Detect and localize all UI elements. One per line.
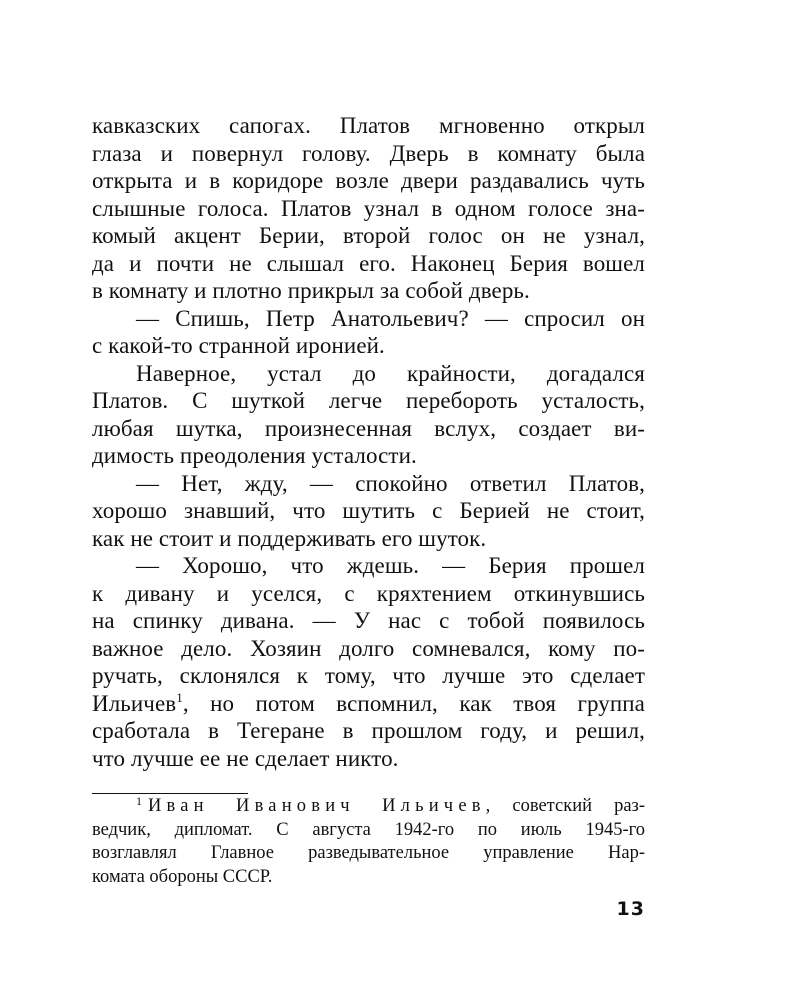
text-line: Наверное, устал до крайности, догадался <box>136 360 645 386</box>
text-line: на спинку дивана. — У нас с тобой появилось <box>92 608 645 633</box>
text-line: хорошо знавший, что шутить с Берией не стоит, <box>92 498 645 523</box>
text-line: — Хорошо, что ждешь. — Берия прошел <box>136 553 645 578</box>
page-number: 13 <box>616 898 645 920</box>
text-line: кавказских сапогах. Платов мгновенно открыл <box>92 113 645 138</box>
footnote-line: возглавлял Главное разведывательное управление Нар- <box>92 843 645 863</box>
text-line: любая шутка, произнесенная вслух, создает ви- <box>92 415 645 441</box>
text-fragment: Ильичев <box>92 690 177 716</box>
footnote-name: Иван Иванович Ильичев <box>148 796 486 816</box>
text-line: димость преодоления усталости. <box>92 443 417 468</box>
text-line: в комнату и плотно прикрыл за собой дверь. <box>92 278 530 303</box>
text-line: открыта и в коридоре возле двери раздавались чуть <box>92 168 645 193</box>
footnote-mark: 1 <box>136 794 142 808</box>
footnote-reference[interactable]: 1 <box>176 689 183 705</box>
text-line: комый акцент Берии, второй голос он не узнал, <box>92 223 645 248</box>
text-line: да и почти не слышал его. Наконец Берия вошел <box>92 250 645 276</box>
footnote-line: комата обороны СССР. <box>92 866 273 887</box>
text-line: слышные голоса. Платов узнал в одном голосе зна- <box>92 195 645 221</box>
text-line: как не стоит и поддерживать его шуток. <box>92 525 487 551</box>
text-line: с какой-то странной иронией. <box>92 333 385 358</box>
text-line: важное дело. Хозяин долго сомневался, кому по- <box>92 635 645 661</box>
text-line <box>92 690 645 718</box>
text-line: к дивану и уселся, с кряхтением откинувшись <box>92 580 645 606</box>
footnote-line: ведчик, дипломат. С августа 1942-го по июль 1945-го <box>92 819 645 840</box>
main-text <box>92 112 645 772</box>
footnote-line <box>92 795 645 819</box>
footnote <box>92 795 645 889</box>
text-line: Платов. С шуткой легче перебороть усталость, <box>92 388 645 413</box>
text-line: ручать, склонялся к тому, что лучше это сделает <box>92 663 645 688</box>
text-line: — Спишь, Петр Анатольевич? — спросил он <box>136 305 645 331</box>
text-fragment: , но потом вспомнил, как твоя группа <box>182 690 645 716</box>
footnote-text: , советский раз- <box>485 796 646 816</box>
text-line: глаза и повернул голову. Дверь в комнату была <box>92 140 645 166</box>
text-line: что лучше ее не сделает никто. <box>92 745 399 771</box>
text-line: — Нет, жду, — спокойно ответил Платов, <box>136 470 645 496</box>
footnote-divider <box>92 793 248 794</box>
text-line: сработала в Тегеране в прошлом году, и решил, <box>92 718 645 743</box>
